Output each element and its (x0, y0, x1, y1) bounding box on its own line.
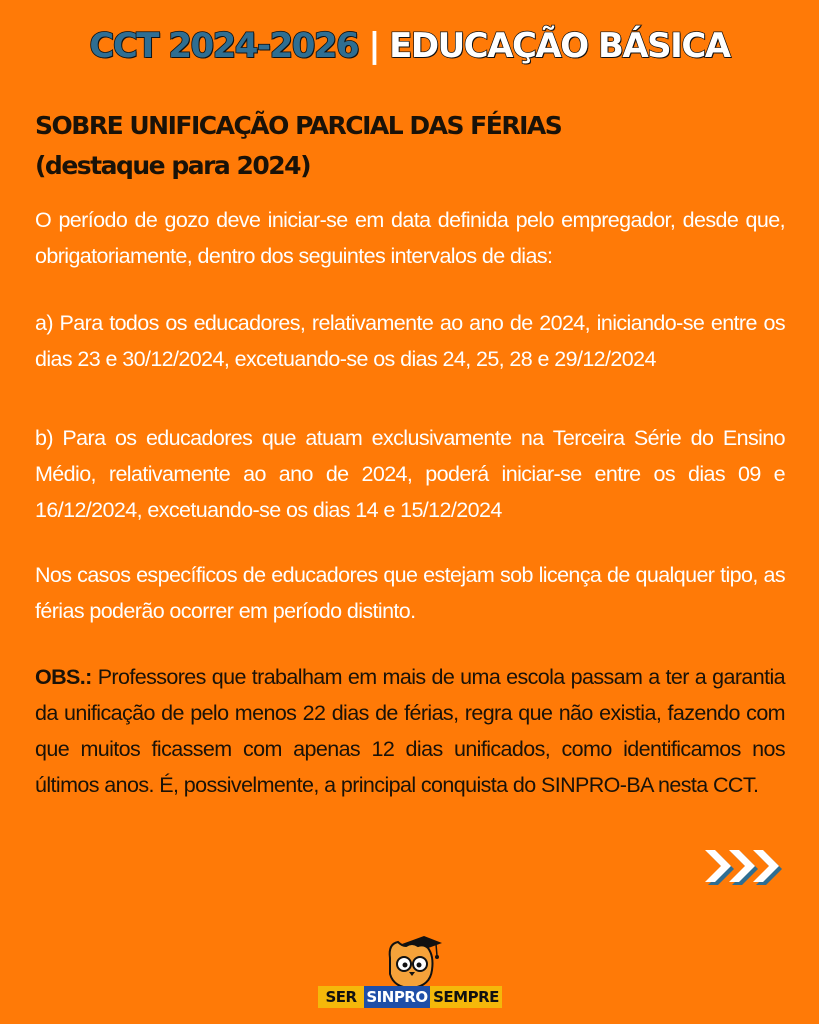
header-cct: CCT 2024-2026 (89, 25, 359, 66)
section-title-line2: (destaque para 2024) (35, 151, 311, 180)
ser-sinpro-sempre-logo (318, 934, 502, 1010)
obs-label: OBS.: (35, 665, 92, 689)
logo-sinpro: SINPRO (364, 986, 430, 1008)
intro-paragraph: O período de gozo deve iniciar-se em data definida pelo empregador, desde que, obrigatoriamente, dentro dos seguintes intervalos de dias: (35, 208, 785, 268)
header-separator: | (368, 25, 380, 66)
section-title (35, 106, 795, 186)
item-a-paragraph: a) Para todos os educadores, relativamente ao ano de 2024, iniciando-se entre os dias 23 e 30/12/2024, excetuando-se os dias 24, 25, 28 e 29/12/2024 (35, 311, 785, 371)
logo-wordmark (318, 986, 502, 1008)
header-title (0, 18, 819, 72)
specific-cases-paragraph: Nos casos específicos de educadores que estejam sob licença de qualquer tipo, as férias poderão ocorrer em período distinto. (35, 563, 785, 623)
item-b-paragraph: b) Para os educadores que atuam exclusivamente na Terceira Série do Ensino Médio, relativamente ao ano de 2024, poderá iniciar-se entre os dias 09 e 16/12/2024, excetuando-se os dias 14 e 15/12/2024 (35, 426, 785, 522)
header-category: EDUCAÇÃO BÁSICA (389, 25, 730, 66)
obs-text: Professores que trabalham em mais de uma escola passam a ter a garantia da unificação de pelo menos 22 dias de férias, regra que não existia, fazendo com que muitos ficassem com apenas 12 dias unificados, como identificamos nos últimos anos. É, possivelmente, a principal conquista do SINPRO-BA nesta CCT. (35, 665, 785, 797)
section-title-line1: SOBRE UNIFICAÇÃO PARCIAL DAS FÉRIAS (35, 111, 562, 140)
logo-sempre: SEMPRE (430, 986, 502, 1008)
obs-paragraph (35, 659, 785, 803)
logo-ser: SER (318, 986, 364, 1008)
owl-mascot-icon (380, 934, 444, 990)
triple-chevron-right-icon[interactable] (704, 848, 786, 890)
